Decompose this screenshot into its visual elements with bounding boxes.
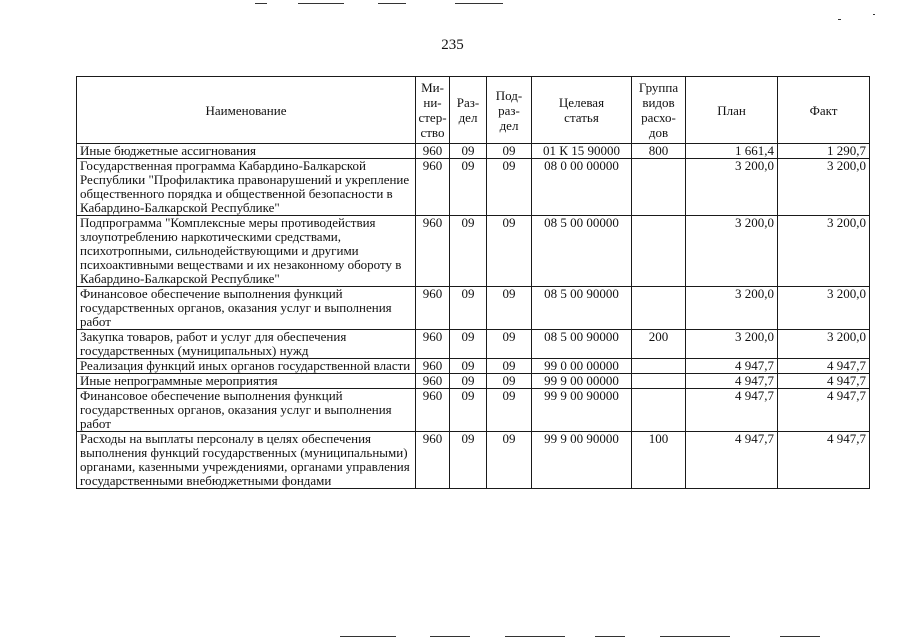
header-line: Целевая	[558, 95, 605, 110]
table-row	[77, 287, 870, 330]
cell-target-article: 08 0 00 00000	[532, 159, 632, 216]
cell-section: 09	[450, 159, 487, 216]
header-line: стер-	[418, 110, 447, 125]
header-name	[77, 77, 416, 144]
cell-ministry: 960	[416, 216, 450, 287]
cell-expense-group	[632, 359, 686, 374]
table-row	[77, 432, 870, 489]
cell-fact: 4 947,7	[778, 389, 870, 432]
header-line: раз-	[498, 102, 520, 118]
scan-mark	[595, 636, 625, 637]
header-line: Факт	[809, 102, 838, 118]
header-line: Раз-	[456, 95, 480, 110]
scan-mark	[780, 636, 820, 637]
cell-subsection: 09	[487, 287, 532, 330]
header-line: статья	[564, 110, 599, 125]
cell-section: 09	[450, 330, 487, 359]
cell-subsection: 09	[487, 359, 532, 374]
cell-expense-group	[632, 374, 686, 389]
cell-plan: 4 947,7	[686, 389, 778, 432]
cell-subsection: 09	[487, 374, 532, 389]
scan-mark	[838, 19, 841, 20]
cell-name: Расходы на выплаты персоналу в целях обеспечения выполнения функций государственных (муниципальными) органами, казенными учреждениями, органами управления государственными внебюджетными фондами	[77, 432, 416, 489]
cell-target-article: 99 9 00 90000	[532, 432, 632, 489]
header-subsection	[487, 77, 532, 144]
cell-ministry: 960	[416, 359, 450, 374]
cell-ministry: 960	[416, 144, 450, 159]
cell-target-article: 08 5 00 90000	[532, 287, 632, 330]
cell-name: Реализация функций иных органов государственной власти	[77, 359, 416, 374]
table-row	[77, 389, 870, 432]
header-line: расхо-	[641, 110, 676, 125]
cell-expense-group	[632, 159, 686, 216]
page-number: 235	[441, 37, 464, 53]
cell-plan: 1 661,4	[686, 144, 778, 159]
scan-mark	[340, 636, 396, 637]
cell-plan: 4 947,7	[686, 374, 778, 389]
header-line: дов	[648, 125, 669, 140]
cell-expense-group	[632, 216, 686, 287]
header-plan	[686, 77, 778, 144]
header-section	[450, 77, 487, 144]
cell-name: Иные бюджетные ассигнования	[77, 144, 416, 159]
scan-mark	[873, 14, 875, 15]
table-row	[77, 330, 870, 359]
cell-plan: 4 947,7	[686, 432, 778, 489]
table-row	[77, 216, 870, 287]
cell-target-article: 99 9 00 00000	[532, 374, 632, 389]
cell-name: Финансовое обеспечение выполнения функций государственных органов, оказания услуг и выполнения работ	[77, 389, 416, 432]
cell-plan: 3 200,0	[686, 330, 778, 359]
cell-target-article: 01 К 15 90000	[532, 144, 632, 159]
header-line: Под-	[495, 87, 523, 103]
cell-fact: 1 290,7	[778, 144, 870, 159]
cell-name: Иные непрограммные мероприятия	[77, 374, 416, 389]
header-line: дел	[458, 110, 478, 125]
header-line: ни-	[423, 95, 442, 110]
table-row	[77, 359, 870, 374]
table-row	[77, 144, 870, 159]
cell-subsection: 09	[487, 144, 532, 159]
cell-section: 09	[450, 144, 487, 159]
cell-expense-group: 200	[632, 330, 686, 359]
cell-section: 09	[450, 432, 487, 489]
scan-mark	[255, 3, 267, 4]
cell-name: Закупка товаров, работ и услуг для обеспечения государственных (муниципальных) нужд	[77, 330, 416, 359]
cell-target-article: 08 5 00 00000	[532, 216, 632, 287]
cell-ministry: 960	[416, 159, 450, 216]
cell-expense-group	[632, 287, 686, 330]
scan-mark	[430, 636, 470, 637]
cell-section: 09	[450, 216, 487, 287]
scan-mark	[378, 3, 406, 4]
cell-fact: 4 947,7	[778, 374, 870, 389]
cell-target-article: 99 0 00 00000	[532, 359, 632, 374]
table-row	[77, 374, 870, 389]
scan-mark	[298, 3, 344, 4]
cell-ministry: 960	[416, 389, 450, 432]
cell-expense-group: 100	[632, 432, 686, 489]
header-line: Группа	[638, 80, 679, 95]
cell-ministry: 960	[416, 432, 450, 489]
cell-name: Государственная программа Кабардино-Балкарской Республики "Профилактика правонарушений и укрепление общественного порядка и общественной безопасности в Кабардино-Балкарской Республике"	[77, 159, 416, 216]
scan-mark	[505, 636, 565, 637]
header-row	[77, 77, 870, 144]
table-row	[77, 159, 870, 216]
cell-plan: 3 200,0	[686, 287, 778, 330]
cell-subsection: 09	[487, 216, 532, 287]
cell-ministry: 960	[416, 374, 450, 389]
cell-target-article: 08 5 00 90000	[532, 330, 632, 359]
cell-fact: 3 200,0	[778, 216, 870, 287]
header-line: видов	[642, 95, 675, 110]
cell-section: 09	[450, 374, 487, 389]
cell-fact: 3 200,0	[778, 159, 870, 216]
cell-fact: 3 200,0	[778, 330, 870, 359]
scan-mark	[455, 3, 503, 4]
cell-fact: 4 947,7	[778, 359, 870, 374]
header-fact	[778, 77, 870, 144]
header-expense-group	[632, 77, 686, 144]
cell-fact: 4 947,7	[778, 432, 870, 489]
cell-target-article: 99 9 00 90000	[532, 389, 632, 432]
cell-name: Финансовое обеспечение выполнения функций государственных органов, оказания услуг и выполнения работ	[77, 287, 416, 330]
cell-name: Подпрограмма "Комплексные меры противодействия злоупотреблению наркотическими средствами, психотропными, сильнодействующими и другими психоактивными веществами и их незаконному обороту в Кабардино-Балкарской Республике"	[77, 216, 416, 287]
cell-section: 09	[450, 287, 487, 330]
header-ministry	[416, 77, 450, 144]
scan-mark	[660, 636, 730, 637]
header-line: План	[717, 102, 746, 118]
cell-section: 09	[450, 359, 487, 374]
header-target-article	[532, 77, 632, 144]
header-line: ство	[420, 125, 445, 140]
header-line: дел	[499, 117, 519, 133]
cell-plan: 4 947,7	[686, 359, 778, 374]
cell-subsection: 09	[487, 432, 532, 489]
cell-subsection: 09	[487, 330, 532, 359]
cell-subsection: 09	[487, 159, 532, 216]
cell-fact: 3 200,0	[778, 287, 870, 330]
cell-plan: 3 200,0	[686, 159, 778, 216]
cell-ministry: 960	[416, 287, 450, 330]
cell-expense-group: 800	[632, 144, 686, 159]
cell-ministry: 960	[416, 330, 450, 359]
budget-table	[76, 76, 870, 489]
header-line: Наименование	[205, 102, 287, 118]
header-line: Ми-	[421, 80, 444, 95]
table-body	[77, 144, 870, 489]
cell-expense-group	[632, 389, 686, 432]
cell-plan: 3 200,0	[686, 216, 778, 287]
cell-section: 09	[450, 389, 487, 432]
cell-subsection: 09	[487, 389, 532, 432]
